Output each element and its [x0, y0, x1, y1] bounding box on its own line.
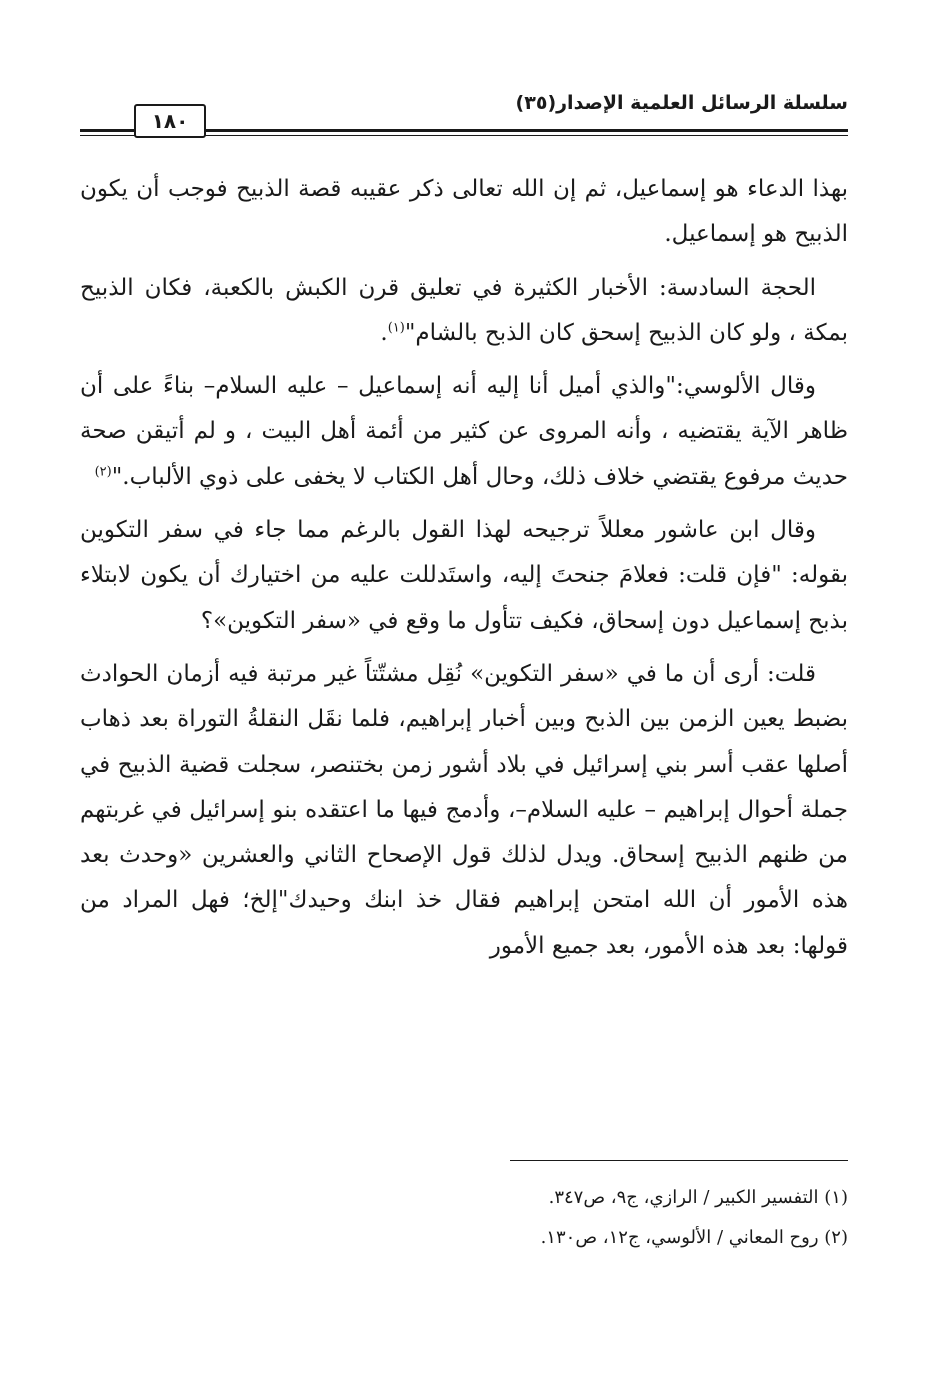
- paragraph-3-text: وقال الألوسي:"والذي أميل أنا إليه أنه إسماعيل – عليه السلام– بناءً على أن ظاهر الآية يقتضيه ، وأنه المروى عن كثير من أئمة أهل البيت ، و لم أتيقن صحة حديث مرفوع يقتضي خلاف ذلك، وحال أهل الكتاب لا يخفى على ذوي الألباب.": [80, 373, 848, 490]
- footnote-ref-2: (٢): [94, 464, 112, 480]
- footnotes: [328, 1178, 848, 1258]
- footnote-separator: [510, 1160, 848, 1161]
- paragraph-3: [80, 364, 848, 500]
- paragraph-4: وقال ابن عاشور معللاً ترجيحه لهذا القول بالرغم مما جاء في سفر التكوين بقوله: "فإن قلت: فعلامَ جنحتَ إليه، واستَدللت عليه من اختيارك أن يكون لابتلاء بذبح إسماعيل دون إسحاق، فكيف تتأول ما وقع في «سفر التكوين»؟: [80, 517, 848, 634]
- series-title: سلسلة الرسائل العلمية الإصدار(٣٥): [515, 92, 848, 114]
- footnote-ref-1: (١): [387, 320, 405, 336]
- page-header: [80, 86, 848, 146]
- paragraph-1: بهذا الدعاء هو إسماعيل، ثم إن الله تعالى ذكر عقيبه قصة الذبيح فوجب أن يكون الذبيح هو إسماعيل.: [80, 176, 848, 248]
- paragraph-2-text: الحجة السادسة: الأخبار الكثيرة في تعليق قرن الكبش بالكعبة، فكان الذبيح بمكة ، ولو كان الذبيح إسحق كان الذبح بالشام": [80, 274, 848, 346]
- footnote-1: (١) التفسير الكبير / الرازي، ج٩، ص٣٤٧.: [548, 1187, 848, 1208]
- main-text: [80, 167, 848, 969]
- paragraph-2: [80, 266, 848, 357]
- page-number: ١٨٠: [134, 104, 206, 138]
- paragraph-5: قلت: أرى أن ما في «سفر التكوين» نُقِل مشتّتاً غير مرتبة فيه أزمان الحوادث بضبط يعين الزمن بين الذبح وبين أخبار إبراهيم، فلما نقَل النقلةُ التوراة بعد ذهاب أصلها عقب أسر بني إسرائيل في بلاد أشور زمن بختنصر، سجلت قضية الذبيح في جملة أحوال إبراهيم – عليه السلام–، وأدمج فيها ما اعتقده بنو إسرائيل في غربتهم من ظنهم الذبيح إسحاق. ويدل لذلك قول الإصحاح الثاني والعشرين «وحدث بعد هذه الأمور أن الله امتحن إبراهيم فقال خذ ابنك وحيدك"إلخ؛ فهل المراد من قولها: بعد هذه الأمور، بعد جميع الأمور: [80, 660, 848, 959]
- footnote-2: (٢) روح المعاني / الألوسي، ج١٢، ص١٣٠.: [540, 1227, 848, 1248]
- paragraph-2-end: .: [380, 319, 388, 346]
